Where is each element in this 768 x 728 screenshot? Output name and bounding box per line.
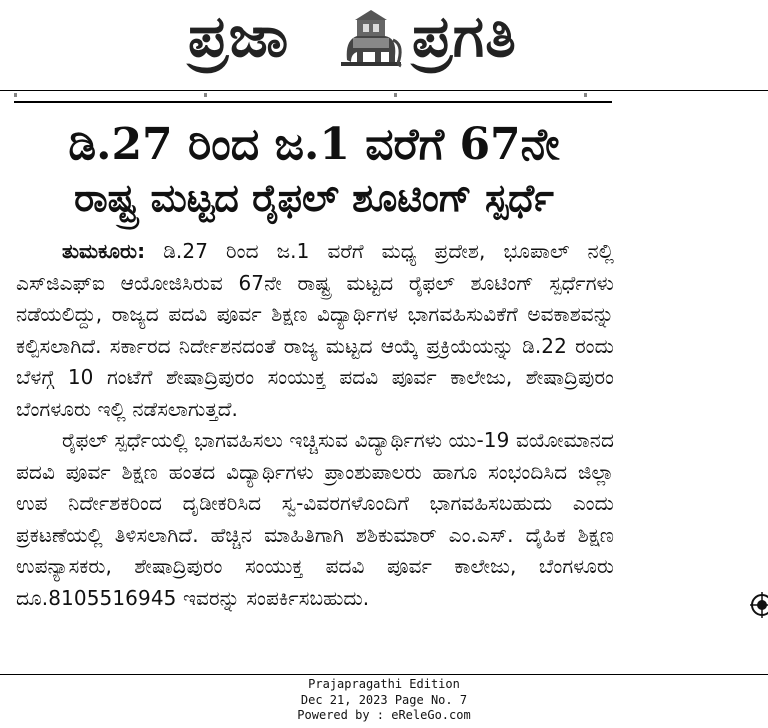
paragraph-2: ರೈಫಲ್ ಸ್ಪರ್ಧೆಯಲ್ಲಿ ಭಾಗವಹಿಸಲು ಇಚ್ಚಿಸುವ ವಿದ್ಯಾರ್ಥಿಗಳು ಯು-19 ವಯೋಮಾನದ ಪದವಿ ಪೂರ್ವ ಶಿಕ್ಷಣ ಹಂತದ ವಿದ್ಯಾರ್ಥಿಗಳು ಪ್ರಾಂಶುಪಾಲರು ಹಾಗೂ ಸಂಭಂದಿಸಿದ ಜಿಲ್ಲಾ ಉಪ ನಿರ್ದೇಶಕರಿಂದ ದೃಡೀಕರಿಸಿದ ಸ್ವ-ವಿವರಗಳೊಂದಿಗೆ ಭಾಗವಹಿಸಬಹುದು ಎಂದು ಪ್ರಕಟಣೆಯಲ್ಲಿ ತಿಳಿಸಲಾಗಿದೆ. ಹೆಚ್ಚಿನ ಮಾಹಿತಿಗಾಗಿ ಶಶಿಕುಮಾರ್ ಎಂ.ಎಸ್. ದೈಹಿಕ ಶಿಕ್ಷಣ ಉಪನ್ಯಾಸಕರು, ಶೇಷಾದ್ರಿಪುರಂ ಸಂಯುಕ್ತ ಪದವಿ ಪೂರ್ವ ಕಾಲೇಜು, ಬೆಂಗಳೂರು ದೂ.8105516945 ಇವರನ್ನು ಸಂಪರ್ಕಿಸಬಹುದು. — [16, 428, 614, 610]
masthead-name-right: ಪ್ರಗತಿ — [412, 2, 517, 70]
paragraph-1 — [16, 236, 614, 425]
elephant-emblem-icon — [333, 6, 409, 78]
masthead — [0, 0, 768, 90]
dateline: ತುಮಕೂರು: — [62, 239, 146, 263]
clipped-text-remnant — [14, 93, 614, 97]
headline-line-1: ಡಿ.27 ರಿಂದ ಜ.1 ವರೆಗೆ 67ನೇ — [68, 119, 560, 170]
paragraph-1-text: ಡಿ.27 ರಿಂದ ಜ.1 ವರೆಗೆ ಮಧ್ಯ ಪ್ರದೇಶ, ಭೂಪಾಲ್ ನಲ್ಲಿ ಎಸ್‌ಜಿಎಫ್‌ಐ ಆಯೋಜಿಸಿರುವ 67ನೇ ರಾಷ್ಟ್ರ ಮಟ್ಟದ ರೈಫಲ್ ಶೂಟಿಂಗ್ ಸ್ಪರ್ಧೆಗಳು ನಡೆಯಲಿದ್ದು, ರಾಜ್ಯದ ಪದವಿ ಪೂರ್ವ ಶಿಕ್ಷಣ ವಿದ್ಯಾರ್ಥಿಗಳ ಭಾಗವಹಿಸುವಿಕೆಗೆ ಅವಕಾಶವನ್ನು ಕಲ್ಪಿಸಲಾಗಿದೆ. ಸರ್ಕಾರದ ನಿರ್ದೇಶನದಂತೆ ರಾಜ್ಯ ಮಟ್ಟದ ಆಯ್ಕೆ ಪ್ರಕ್ರಿಯೆಯನ್ನು ಡಿ.22 ರಂದು ಬೆಳಗ್ಗೆ 10 ಗಂಟೆಗೆ ಶೇಷಾದ್ರಿಪುರಂ ಸಂಯುಕ್ತ ಪದವಿ ಪೂರ್ವ ಕಾಲೇಜು, ಶೇಷಾದ್ರಿಪುರಂ ಬೆಂಗಳೂರು ಇಲ್ಲಿ ನಡೆಸಲಾಗುತ್ತದೆ. — [16, 239, 614, 421]
footer — [0, 677, 768, 724]
footer-edition: Prajapragathi Edition — [308, 677, 460, 691]
footer-powered-by: Powered by : eReleGo.com — [297, 708, 471, 722]
headline-line-2: ರಾಷ್ಟ್ರ ಮಟ್ಟದ ರೈಫಲ್ ಶೂಟಿಂಗ್ ಸ್ಪರ್ಧೆ — [74, 175, 554, 220]
crosshair-register-icon — [750, 590, 768, 620]
article-body — [16, 236, 614, 614]
masthead-name-left: ಪ್ರಜಾ — [188, 2, 290, 70]
footer-date-page: Dec 21, 2023 Page No. 7 — [300, 692, 468, 707]
column-top-rule — [14, 101, 612, 103]
footer-divider — [0, 674, 768, 675]
masthead-divider — [0, 90, 768, 91]
